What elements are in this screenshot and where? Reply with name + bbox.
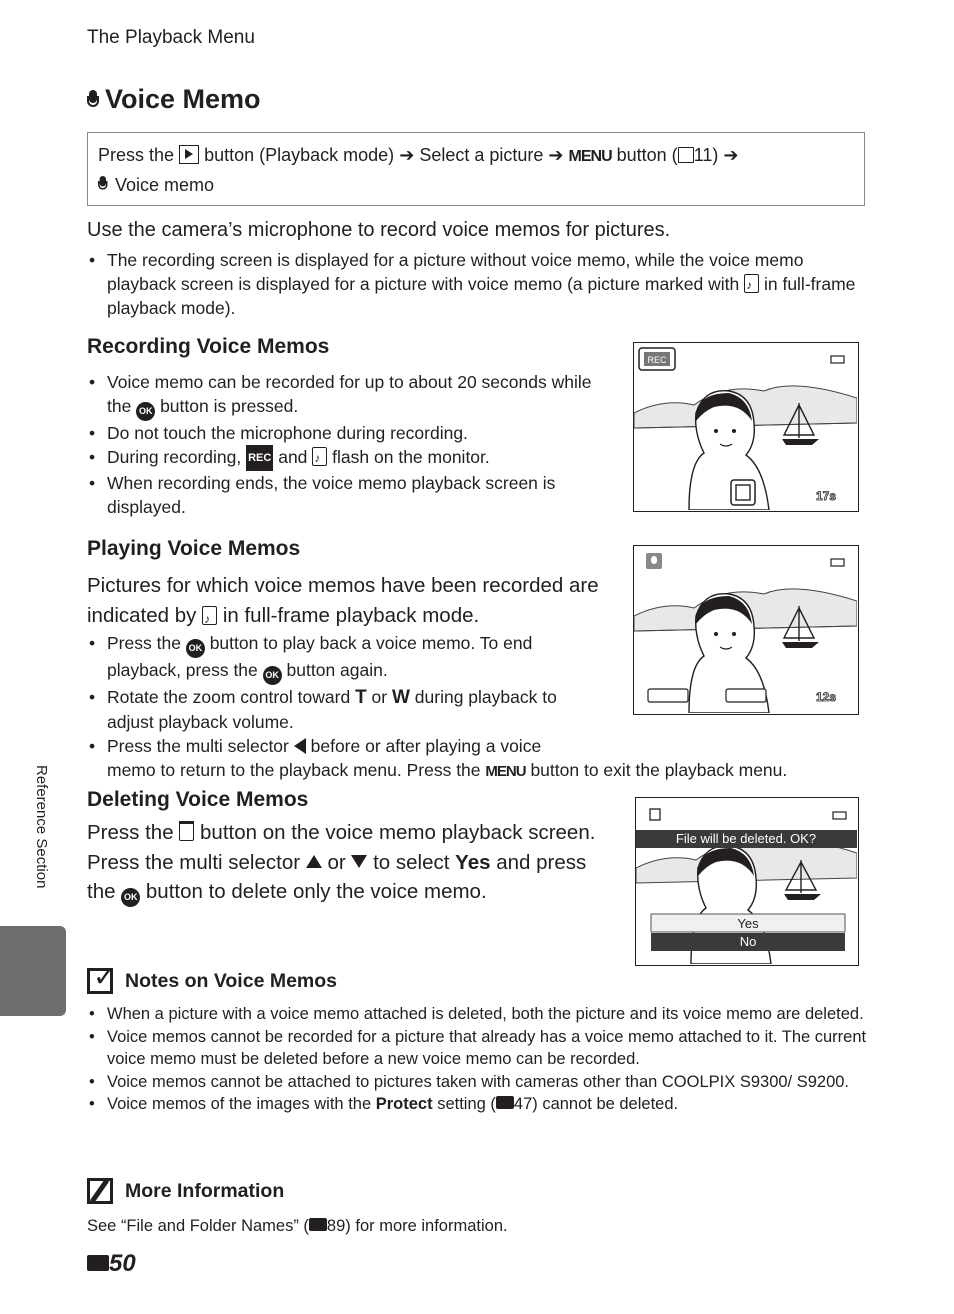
play-button-icon [179, 145, 199, 164]
list-item: • Do not touch the microphone during recording. [87, 421, 602, 445]
list-item: • Voice memos of the images with the Protect setting ( 47) cannot be deleted. [87, 1093, 867, 1116]
notes-list [87, 1003, 867, 1116]
list-item: • Voice memos cannot be recorded for a picture that already has a voice memo attached to it. The current voice memo must be deleted before a new voice memo can be recorded. [87, 1026, 867, 1071]
arrow-right-icon: ➔ [399, 145, 415, 165]
list-item: • The recording screen is displayed for a picture without voice memo, while the voice memo playback screen is displayed for a picture with voice memo (a picture marked with ♪ in full-frame playback mode). [87, 248, 867, 320]
side-section-label: Reference Section [33, 765, 50, 889]
arrow-right-icon: ➔ [723, 145, 739, 165]
delete-no-option: No [739, 934, 757, 949]
section-heading-deleting: Deleting Voice Memos [87, 788, 309, 811]
menu-path-line-2: Voice memo [98, 171, 854, 200]
recording-timer: 17s [816, 489, 837, 503]
more-info-heading: More Information [125, 1179, 285, 1202]
playback-screen-illustration [633, 545, 859, 715]
more-info-text: See “File and Folder Names” ( 89) for more information. [87, 1217, 508, 1235]
zoom-t-label: T [355, 687, 367, 708]
notes-heading: Notes on Voice Memos [125, 969, 338, 992]
list-item: • Press the OK button to play back a voice memo. To end playback, press the OK button again. [87, 631, 607, 685]
voice-memo-icon [202, 606, 217, 625]
delete-screen-illustration [635, 797, 859, 966]
multi-selector-up-icon [306, 855, 322, 868]
multi-selector-down-icon [351, 855, 367, 868]
ok-button-icon: OK [136, 402, 155, 421]
deleting-text: Press the button on the voice memo playback screen. Press the multi selector or to select Yes and press the OK button to delete only the voice memo. [87, 818, 617, 907]
reference-section-icon [87, 1255, 109, 1271]
ok-button-icon: OK [121, 888, 140, 907]
ok-button-icon: OK [263, 666, 282, 685]
trash-icon [179, 821, 194, 841]
page-title [87, 84, 261, 115]
notes-heading-row [87, 961, 338, 994]
reference-section-icon [309, 1218, 327, 1231]
list-item: • Rotate the zoom control toward T or W during playback to adjust playback volume. [87, 685, 607, 734]
intro-text: Use the camera’s microphone to record voice memos for pictures. [87, 219, 671, 241]
reference-section-icon [496, 1096, 514, 1109]
list-item: • Press the multi selector before or after playing a voice memo to return to the playback menu. Press the MENU button to exit the playback menu. [87, 734, 857, 784]
list-item: • When a picture with a voice memo attached is deleted, both the picture and its voice memo are deleted. [87, 1003, 867, 1026]
list-item: • When recording ends, the voice memo playback screen is displayed. [87, 471, 602, 519]
more-info-heading-row [87, 1178, 284, 1204]
arrow-right-icon: ➔ [548, 145, 564, 165]
recording-bullets [87, 370, 602, 519]
menu-key-icon: MENU [485, 763, 526, 780]
section-heading-recording: Recording Voice Memos [87, 335, 330, 358]
zoom-w-label: W [391, 687, 410, 708]
microphone-icon [87, 90, 99, 110]
list-item: • Voice memo can be recorded for up to about 20 seconds while the OK button is pressed. [87, 370, 602, 421]
delete-yes-option: Yes [737, 916, 759, 931]
pencil-icon [87, 1178, 113, 1204]
checkmark-icon: ✓ [87, 968, 113, 994]
list-item: • During recording, REC and ♪ flash on the monitor. [87, 445, 602, 471]
playing-lead: Pictures for which voice memos have been recorded are indicated by ♪ in full-frame playback mode. [87, 571, 612, 630]
menu-key-icon: MENU [568, 148, 612, 165]
ok-button-icon: OK [186, 639, 205, 658]
list-item: • Voice memos cannot be attached to pictures taken with cameras other than COOLPIX S9300/ S9200. [87, 1071, 867, 1094]
recording-screen-illustration [633, 342, 859, 512]
rec-indicator-icon: REC [246, 445, 273, 471]
book-ref-icon [678, 147, 694, 163]
section-heading-playing: Playing Voice Memos [87, 537, 301, 560]
delete-prompt: File will be deleted. OK? [675, 831, 817, 846]
intro-bullets [87, 248, 867, 320]
menu-path-box [87, 132, 865, 206]
microphone-icon [98, 176, 108, 192]
page-number: 50 [87, 1250, 136, 1278]
rec-indicator: REC [647, 355, 667, 365]
menu-path-line-1: Press the button (Playback mode) ➔ Select a picture ➔ MENU button ( 11) ➔ [98, 145, 739, 165]
playback-timer: 12s [816, 690, 837, 704]
multi-selector-left-icon [294, 738, 306, 754]
voice-memo-icon [312, 447, 327, 466]
running-header: The Playback Menu [87, 27, 255, 48]
section-tab [0, 926, 66, 1016]
voice-memo-icon [744, 274, 759, 293]
page-title-text: Voice Memo [105, 84, 261, 114]
